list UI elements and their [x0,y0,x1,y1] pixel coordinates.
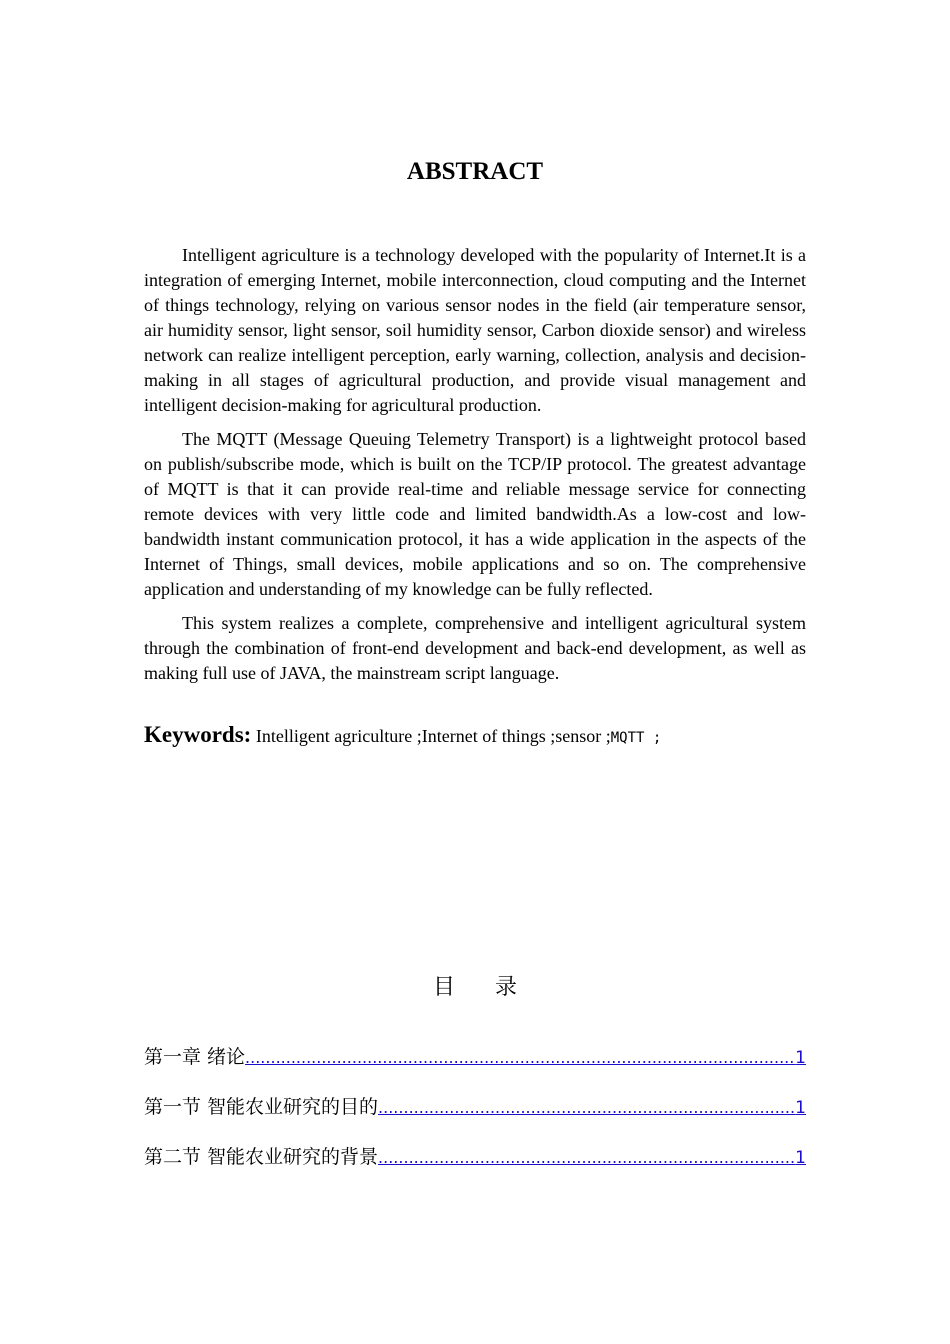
toc-entry[interactable] [144,1042,806,1092]
toc-entry[interactable] [144,1092,806,1142]
table-of-contents [144,1042,806,1192]
toc-entry[interactable] [144,1142,806,1192]
toc-leader-dots[interactable] [378,1098,795,1117]
abstract-title: ABSTRACT [406,158,544,185]
toc-title: 目录 [432,975,557,1000]
keywords-mqtt: MQTT ; [610,730,662,746]
keywords-label: Keywords: [144,722,252,747]
toc-leader-dots[interactable] [245,1048,795,1067]
abstract-body [144,243,806,695]
keywords-line [144,722,806,748]
toc-leader-dots[interactable] [378,1148,795,1167]
keywords-text: Intelligent agriculture ;Internet of things ;sensor ; [251,726,611,746]
toc-entry-label: 第一节 智能农业研究的目的 [144,1096,379,1118]
toc-page-number[interactable]: 1 [795,1048,806,1068]
toc-page-number[interactable]: 1 [795,1098,806,1118]
abstract-paragraph: Intelligent agriculture is a technology developed with the popularity of Internet.It is a integration of emerging Internet, mobile interconnection, cloud computing and the Internet of things technology, relying on various sensor nodes in the field (air temperature sensor, air humidity sensor, light sensor, soil humidity sensor, Carbon dioxide sensor) and wireless network can realize intelligent perception, early warning, collection, analysis and decision-making in all stages of agricultural production, and provide visual management and intelligent decision-making for agricultural production. [144,245,806,415]
toc-entry-label: 第一章 绪论 [144,1046,246,1068]
abstract-paragraph: The MQTT (Message Queuing Telemetry Transport) is a lightweight protocol based on publish/subscribe mode, which is built on the TCP/IP protocol. The greatest advantage of MQTT is that it can provide real-time and reliable message service for connecting remote devices with very little code and limited bandwidth.As a low-cost and low-bandwidth instant communication protocol, it has a wide application in the aspects of the Internet of Things, small devices, mobile applications and so on. The comprehensive application and understanding of my knowledge can be fully reflected. [144,429,806,599]
abstract-paragraph: This system realizes a complete, comprehensive and intelligent agricultural system through the combination of front-end development and back-end development, as well as making full use of JAVA, the mainstream script language. [144,613,806,683]
toc-entry-label: 第二节 智能农业研究的背景 [144,1146,379,1168]
toc-page-number[interactable]: 1 [795,1148,806,1168]
